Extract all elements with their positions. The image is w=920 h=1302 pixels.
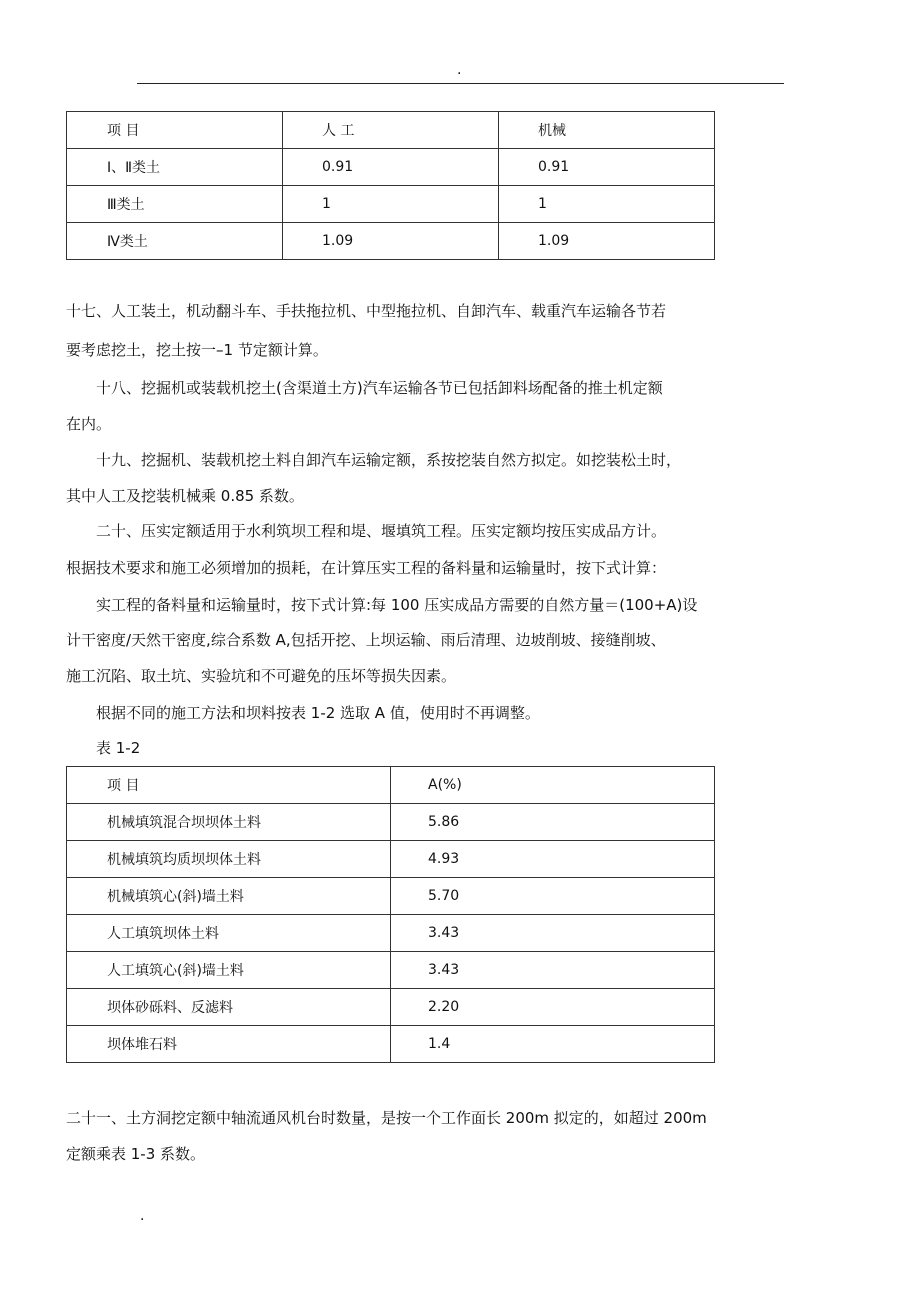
table-cell: 1 [283, 186, 499, 223]
table-row [67, 186, 715, 223]
paragraph-17-line-2: 要考虑挖土，挖土按一–1 节定额计算。 [66, 341, 328, 359]
table-row [67, 915, 715, 952]
paragraph-18-line-1: 十八、挖掘机或装载机挖土(含渠道土方)汽车运输各节已包括卸料场配备的推土机定额 [96, 379, 663, 397]
header-rule [137, 83, 784, 84]
table-row [67, 989, 715, 1026]
table-cell: Ⅲ类土 [67, 186, 283, 223]
table-cell: 坝体堆石料 [67, 1026, 391, 1063]
table-cell: 人工填筑坝体土料 [67, 915, 391, 952]
table-row [67, 149, 715, 186]
paragraph-17-line-1: 十七、人工装土，机动翻斗车、手扶拖拉机、中型拖拉机、自卸汽车、载重汽车运输各节若 [66, 302, 667, 320]
coefficient-table-a-value [66, 766, 715, 1063]
table-row [67, 804, 715, 841]
table-cell: 3.43 [391, 952, 715, 989]
table-header-row [67, 767, 715, 804]
table-header-cell: A(%) [391, 767, 715, 804]
table-cell: 坝体砂砾料、反滤料 [67, 989, 391, 1026]
table-cell: 机械填筑混合坝坝体土料 [67, 804, 391, 841]
table-cell: 1.09 [283, 223, 499, 260]
table-cell: Ⅳ类土 [67, 223, 283, 260]
table-cell: 人工填筑心(斜)墙土料 [67, 952, 391, 989]
table-cell: 5.70 [391, 878, 715, 915]
table-cell: 机械填筑心(斜)墙土料 [67, 878, 391, 915]
table-cell: 机械填筑均质坝坝体土料 [67, 841, 391, 878]
paragraph-20-line-1: 二十、压实定额适用于水利筑坝工程和堤、堰填筑工程。压实定额均按压实成品方计。 [96, 522, 667, 540]
table-cell: 1.4 [391, 1026, 715, 1063]
paragraph-23-line-1: 二十一、土方洞挖定额中轴流通风机台时数量，是按一个工作面长 200m 拟定的，如超过 200m [66, 1109, 707, 1127]
table-header-cell: 项 目 [67, 112, 283, 149]
table-cell: 0.91 [499, 149, 715, 186]
table-cell: 2.20 [391, 989, 715, 1026]
paragraph-21-line-1: 实工程的备料量和运输量时，按下式计算:每 100 压实成品方需要的自然方量＝(100+A)设 [96, 596, 698, 614]
footer-mark: . [140, 1208, 145, 1224]
paragraph-21-line-3: 施工沉陷、取土坑、实验坑和不可避免的压坏等损失因素。 [66, 667, 457, 685]
paragraph-20-line-2: 根据技术要求和施工必须增加的损耗，在计算压实工程的备料量和运输量时，按下式计算： [66, 559, 667, 577]
table-cell: 0.91 [283, 149, 499, 186]
paragraph-19-line-2: 其中人工及挖装机械乘 0.85 系数。 [66, 487, 304, 505]
table-cell: Ⅰ、Ⅱ类土 [67, 149, 283, 186]
table-header-cell: 机械 [499, 112, 715, 149]
table-row [67, 952, 715, 989]
table-cell: 1 [499, 186, 715, 223]
table-row [67, 841, 715, 878]
table-row [67, 1026, 715, 1063]
table-header-row [67, 112, 715, 149]
table-header-cell: 人 工 [283, 112, 499, 149]
table-cell: 1.09 [499, 223, 715, 260]
table-caption: 表 1-2 [96, 739, 141, 757]
table-cell: 3.43 [391, 915, 715, 952]
table-cell: 5.86 [391, 804, 715, 841]
header-mark: . [457, 62, 462, 78]
paragraph-22: 根据不同的施工方法和坝料按表 1-2 选取 A 值，使用时不再调整。 [96, 704, 540, 722]
table-row [67, 223, 715, 260]
table-header-cell: 项 目 [67, 767, 391, 804]
coefficient-table-soil [66, 111, 715, 260]
paragraph-23-line-2: 定额乘表 1-3 系数。 [66, 1145, 206, 1163]
table-row [67, 878, 715, 915]
table-cell: 4.93 [391, 841, 715, 878]
paragraph-21-line-2: 计干密度/天然干密度,综合系数 A,包括开挖、上坝运输、雨后清理、边坡削坡、接缝削坡、 [66, 631, 666, 649]
paragraph-19-line-1: 十九、挖掘机、装载机挖土料自卸汽车运输定额，系按挖装自然方拟定。如挖装松土时， [96, 451, 682, 469]
paragraph-18-line-2: 在内。 [66, 415, 112, 433]
